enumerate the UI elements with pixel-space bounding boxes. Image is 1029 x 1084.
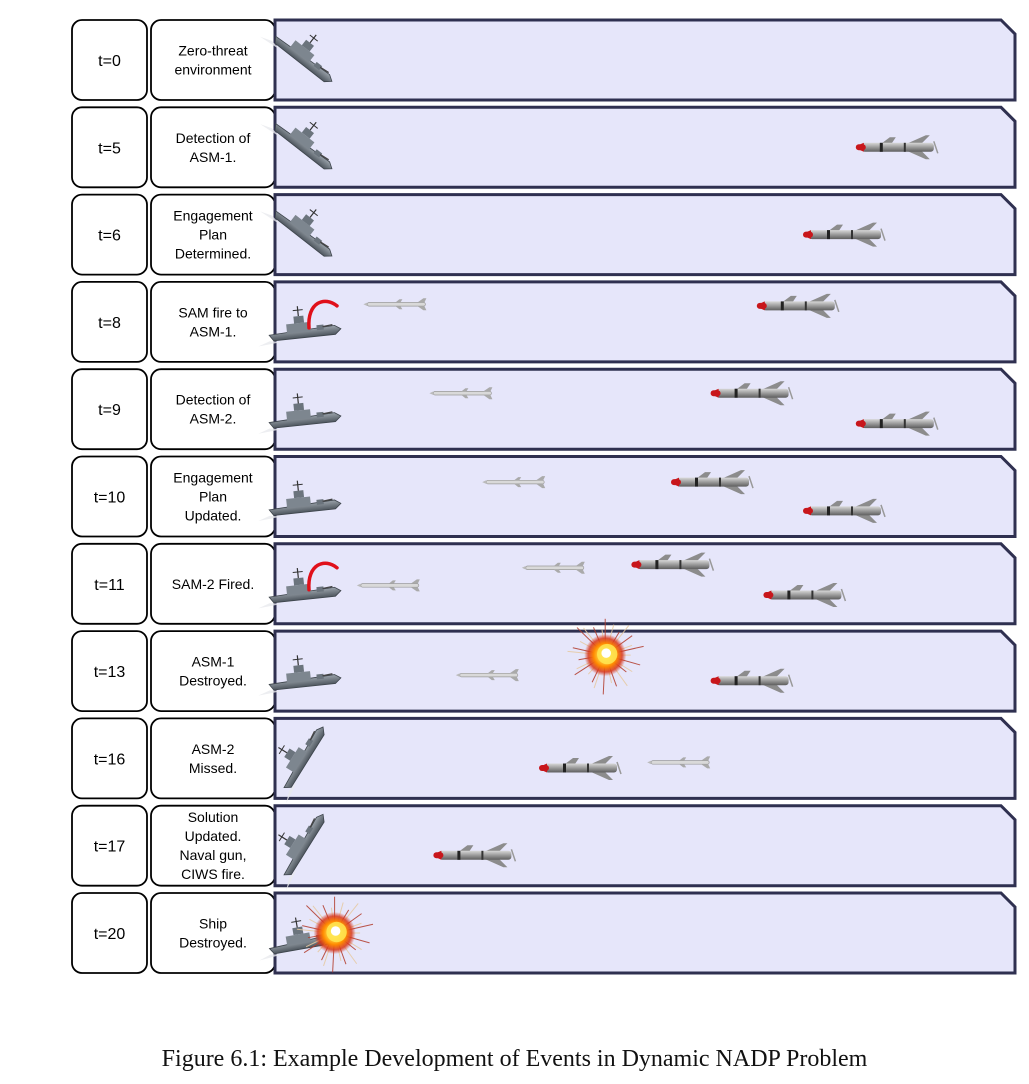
scenario-panel xyxy=(255,457,1015,537)
event-description-box xyxy=(151,544,275,624)
time-step-label: t=9 xyxy=(98,402,121,420)
event-description-line: ASM-1. xyxy=(189,148,237,165)
scenario-panel xyxy=(260,8,1015,100)
event-description-line: environment xyxy=(174,61,252,78)
time-step-box xyxy=(72,282,147,362)
event-description-box xyxy=(151,718,275,798)
event-description-line: Detection of xyxy=(175,391,251,408)
event-description-line: Determined. xyxy=(174,245,252,262)
timeline-row xyxy=(72,893,1015,973)
event-description-line: Updated. xyxy=(184,507,242,524)
event-description-line: Zero-threat xyxy=(178,42,248,59)
event-description-line: SAM fire to xyxy=(178,304,248,321)
event-description-line: ASM-2. xyxy=(189,410,237,427)
timeline-row xyxy=(72,8,1015,100)
event-description-line: Destroyed. xyxy=(179,934,247,951)
event-description-line: Detection of xyxy=(175,129,251,146)
time-step-label: t=17 xyxy=(93,838,126,856)
time-step-label: t=13 xyxy=(93,664,126,682)
event-description-line: ASM-1 xyxy=(191,653,235,670)
event-description-line: Naval gun, xyxy=(179,847,247,864)
event-description-box xyxy=(151,893,275,973)
time-step-box xyxy=(72,544,147,624)
time-step-label: t=11 xyxy=(94,576,125,594)
time-step-box xyxy=(72,107,147,187)
event-description-box xyxy=(151,20,275,100)
time-step-label: t=20 xyxy=(93,926,126,943)
event-description-line: Missed. xyxy=(188,759,238,776)
scenario-panel xyxy=(260,183,1015,275)
event-description-box xyxy=(151,806,275,886)
time-step-box xyxy=(72,806,147,886)
timeline-row xyxy=(72,183,1015,275)
scenario-panel xyxy=(260,96,1015,188)
event-description-line: Destroyed. xyxy=(179,672,247,689)
event-description-box xyxy=(151,457,275,537)
timeline-row xyxy=(72,282,1015,362)
timeline-row xyxy=(72,369,1015,449)
time-step-label: t=8 xyxy=(98,314,121,332)
time-step-box xyxy=(72,893,147,973)
time-step-label: t=16 xyxy=(93,751,126,769)
scenario-panel xyxy=(253,893,1015,973)
timeline-row xyxy=(72,544,1015,624)
event-description-line: ASM-2 xyxy=(191,740,235,757)
timeline-row xyxy=(72,800,1015,890)
timeline-row xyxy=(72,96,1015,188)
timeline-row xyxy=(72,457,1015,537)
timeline-row xyxy=(72,619,1015,711)
event-description-line: ASM-1. xyxy=(189,323,237,340)
time-step-label: t=6 xyxy=(98,227,121,245)
scenario-panel xyxy=(255,619,1015,711)
event-description-line: CIWS fire. xyxy=(181,866,245,883)
event-description-line: SAM-2 Fired. xyxy=(171,575,255,592)
time-step-label: t=10 xyxy=(93,489,126,507)
event-description-line: Engagement xyxy=(173,469,253,486)
event-description-box xyxy=(151,282,275,362)
event-description-line: Solution xyxy=(187,809,239,826)
scenario-panel xyxy=(256,713,1015,803)
event-description-line: Plan xyxy=(198,226,228,243)
scenario-panel xyxy=(255,544,1015,624)
scenario-panel xyxy=(255,369,1015,449)
event-description-line: Ship xyxy=(198,915,228,932)
event-description-box xyxy=(151,107,275,187)
event-description-line: Updated. xyxy=(184,828,242,845)
time-step-box xyxy=(72,631,147,711)
time-step-box xyxy=(72,457,147,537)
event-description-box xyxy=(151,631,275,711)
scenario-panel xyxy=(255,282,1015,362)
time-step-box xyxy=(72,369,147,449)
event-description-line: Engagement xyxy=(173,207,253,224)
scenario-panel xyxy=(256,800,1015,890)
time-step-box xyxy=(72,718,147,798)
timeline-row xyxy=(72,713,1015,803)
event-description-line: Plan xyxy=(198,488,228,505)
time-step-box xyxy=(72,195,147,275)
figure-caption: Figure 6.1: Example Development of Events in Dynamic NADP Problem xyxy=(161,1046,868,1072)
time-step-label: t=5 xyxy=(98,140,121,158)
time-step-label: t=0 xyxy=(98,53,121,70)
event-description-box xyxy=(151,195,275,275)
event-description-box xyxy=(151,369,275,449)
time-step-box xyxy=(72,20,147,100)
